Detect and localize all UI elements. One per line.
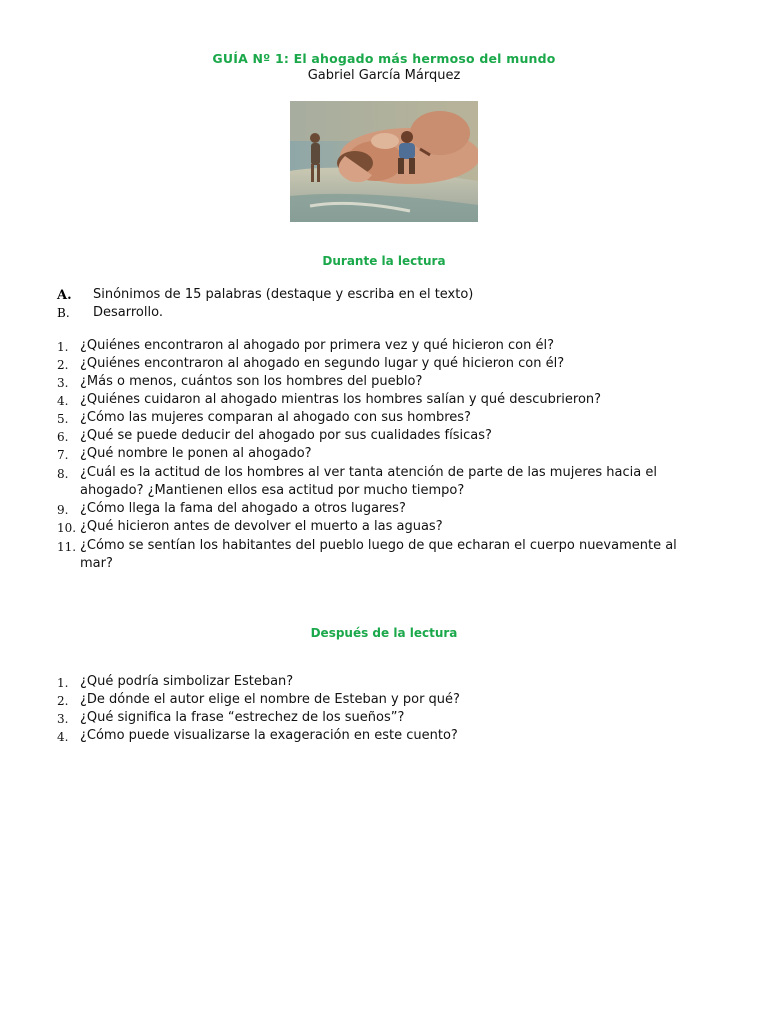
question-number: 2. bbox=[57, 694, 69, 708]
item-text: Desarrollo. bbox=[93, 305, 163, 320]
question-text: ¿Más o menos, cuántos son los hombres del pueblo? bbox=[80, 374, 423, 389]
beach-painting-icon bbox=[290, 101, 478, 222]
question-number: 4. bbox=[57, 730, 69, 744]
item-marker: A. bbox=[57, 288, 72, 303]
item-marker: B. bbox=[57, 306, 70, 320]
question-text: ¿Cuál es la actitud de los hombres al ver tanta atención de parte de las mujeres hacia el bbox=[80, 465, 657, 480]
question-number: 1. bbox=[57, 340, 69, 354]
question-text: ¿Quiénes encontraron al ahogado en segundo lugar y qué hicieron con él? bbox=[80, 356, 565, 371]
author-name: Gabriel García Márquez bbox=[307, 68, 461, 83]
question-text: ¿De dónde el autor elige el nombre de Esteban y por qué? bbox=[80, 692, 460, 707]
question-number: 11. bbox=[57, 540, 77, 554]
question-text: ¿Cómo llega la fama del ahogado a otros lugares? bbox=[80, 501, 406, 516]
question-number: 7. bbox=[57, 448, 69, 462]
question-text: ¿Quiénes encontraron al ahogado por primera vez y qué hicieron con él? bbox=[80, 338, 554, 353]
question-text: ¿Qué podría simbolizar Esteban? bbox=[80, 674, 294, 689]
question-text-continued: mar? bbox=[80, 556, 113, 571]
item-text: Sinónimos de 15 palabras (destaque y escriba en el texto) bbox=[93, 287, 474, 302]
question-text: ¿Qué significa la frase “estrechez de los sueños”? bbox=[80, 710, 405, 725]
section-heading-despues: Después de la lectura bbox=[310, 626, 458, 640]
question-number: 5. bbox=[57, 412, 69, 426]
question-number: 1. bbox=[57, 676, 69, 690]
question-text: ¿Qué nombre le ponen al ahogado? bbox=[80, 446, 312, 461]
question-text: ¿Quiénes cuidaron al ahogado mientras los hombres salían y qué descubrieron? bbox=[80, 392, 602, 407]
question-text: ¿Qué se puede deducir del ahogado por sus cualidades físicas? bbox=[80, 428, 492, 443]
question-number: 2. bbox=[57, 358, 69, 372]
question-number: 4. bbox=[57, 394, 69, 408]
question-number: 8. bbox=[57, 467, 69, 481]
page-title: GUÍA Nº 1: El ahogado más hermoso del mundo bbox=[212, 51, 556, 66]
question-number: 10. bbox=[57, 521, 77, 535]
question-number: 3. bbox=[57, 712, 69, 726]
question-number: 3. bbox=[57, 376, 69, 390]
question-text: ¿Cómo se sentían los habitantes del pueblo luego de que echaran el cuerpo nuevamente al bbox=[80, 538, 677, 553]
section-heading-durante: Durante la lectura bbox=[322, 254, 446, 268]
question-number: 9. bbox=[57, 503, 69, 517]
question-text: ¿Cómo las mujeres comparan al ahogado con sus hombres? bbox=[80, 410, 471, 425]
question-text: ¿Qué hicieron antes de devolver el muerto a las aguas? bbox=[80, 519, 443, 534]
question-text: ¿Cómo puede visualizarse la exageración en este cuento? bbox=[80, 728, 458, 743]
question-number: 6. bbox=[57, 430, 69, 444]
question-text-continued: ahogado? ¿Mantienen ellos esa actitud por mucho tiempo? bbox=[80, 483, 465, 498]
